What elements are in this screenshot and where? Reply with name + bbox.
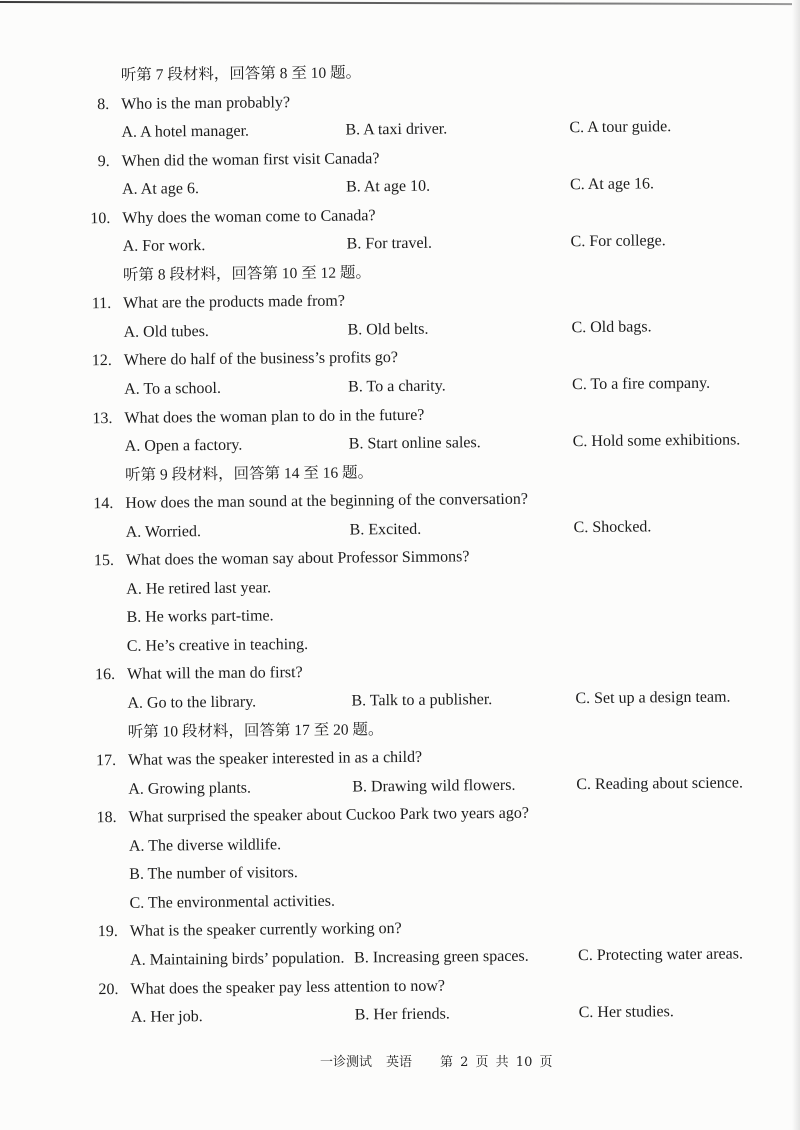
option-b: B. Her friends. [354,1005,450,1024]
question-stem: What will the man do first? [127,664,303,684]
option-b: B. A taxi driver. [345,120,448,139]
option-a: A. Open a factory. [124,436,243,455]
question-stem: What surprised the speaker about Cuckoo Park two years ago? [128,804,530,827]
question-number: 17. [95,752,117,770]
question-number: 19. [97,923,118,941]
option-c: C. Old bags. [571,318,652,337]
question-number: 13. [92,409,113,427]
option-c: C. Protecting water areas. [578,945,744,965]
question-stem: What does the speaker pay less attention to now? [130,977,446,998]
option-a: A. Worried. [125,522,202,541]
page-footer [0,1052,800,1074]
option-a: A. Old tubes. [123,322,209,341]
question-number: 20. [98,980,119,998]
question-stem: When did the woman first visit Canada? [121,149,380,170]
option-b: B. Old belts. [347,320,429,339]
footer-page-number: 第 2 页 共 10 页 [440,1055,553,1070]
footer-subject: 英语 [386,1055,413,1070]
option-c: C. At age 16. [569,175,655,194]
instruction-text: 听第 8 段材料，回答第 10 至 12 题。 [122,264,372,284]
question-stem: Who is the man probably? [121,93,291,113]
question-stem: What is the speaker currently working on? [129,920,402,941]
question-stem: What was the speaker interested in as a child? [127,748,423,769]
option-b: B. At age 10. [345,177,431,196]
question-stem: How does the man sound at the beginning of the conversation? [125,490,528,513]
option-b: B. Talk to a publisher. [351,691,493,710]
question-number: 8. [97,95,110,113]
question-number: 11. [91,295,112,313]
question-number: 10. [90,209,111,227]
question-stem: What does the woman plan to do in the future? [124,406,425,427]
question-stem: Why does the woman come to Canada? [122,206,376,227]
option-c: C. He’s creative in teaching. [126,635,309,655]
option-a: A. Maintaining birds’ population. [130,949,345,969]
question-stem: Where do half of the business’s profits go? [123,349,399,370]
option-a: A. To a school. [124,379,222,398]
option-a: A. A hotel manager. [121,122,250,141]
option-c: C. Reading about science. [576,774,744,793]
option-b: B. He works part-time. [126,607,274,627]
option-c: C. To a fire company. [572,374,711,394]
option-c: C. Set up a design team. [575,688,731,708]
question-number: 9. [97,152,110,170]
scan-edge-top [0,1,792,5]
option-c: C. Her studies. [578,1003,674,1022]
option-b: B. The number of visitors. [129,864,298,884]
option-a: A. The diverse wildlife. [128,836,282,855]
option-b: B. Increasing green spaces. [354,947,529,967]
option-a: A. For work. [122,237,206,256]
option-b: B. For travel. [346,234,433,253]
option-a: A. Her job. [130,1008,203,1026]
question-number: 18. [96,809,117,827]
instruction-text: 听第 9 段材料，回答第 14 至 16 题。 [124,463,374,484]
exam-page-content [0,55,800,1034]
option-b: B. Start online sales. [348,434,481,453]
option-b: B. Drawing wild flowers. [352,776,516,796]
option-b: B. Excited. [349,520,422,539]
option-c: C. Shocked. [573,518,652,536]
option-c: C. For college. [570,232,666,251]
question-number: 14. [93,495,114,513]
question-number: 15. [93,552,115,570]
instruction-text: 听第 7 段材料，回答第 8 至 10 题。 [120,64,362,84]
option-a: A. Growing plants. [128,779,252,798]
question-stem: What are the products made from? [123,292,346,313]
option-c: C. The environmental activities. [129,892,336,912]
option-c: C. Hold some exhibitions. [572,431,741,451]
footer-exam-name: 一诊测试 [320,1055,373,1070]
instruction-text: 听第 10 段材料，回答第 17 至 20 题。 [127,720,384,741]
question-stem: What does the woman say about Professor Simmons? [125,548,470,570]
option-a: A. At age 6. [121,180,200,199]
option-c: C. A tour guide. [569,118,672,137]
question-number: 12. [91,352,112,370]
option-a: A. He retired last year. [126,579,272,598]
option-b: B. To a charity. [348,377,446,396]
option-a: A. Go to the library. [127,693,257,712]
question-number: 16. [95,666,116,684]
